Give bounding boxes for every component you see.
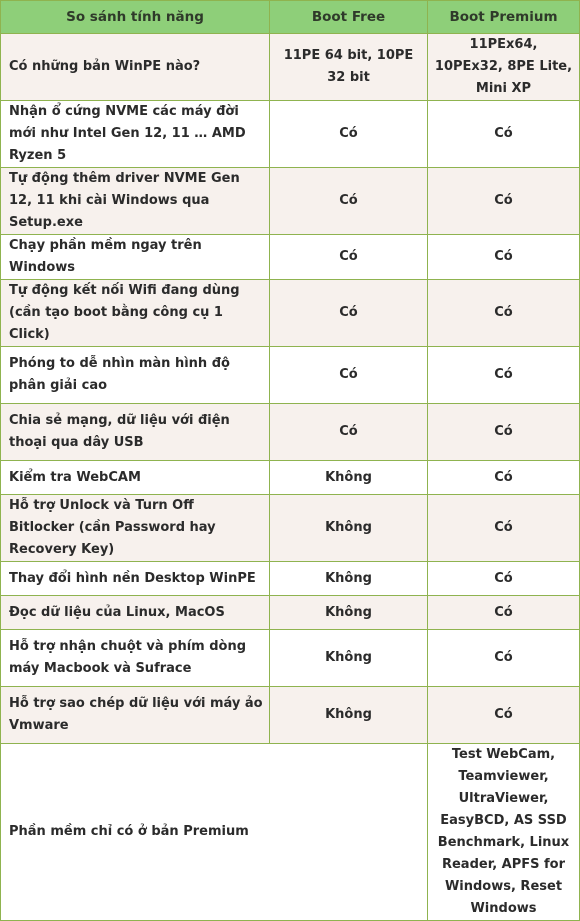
feature-cell: Tự động kết nối Wifi đang dùng (cần tạo boot bằng công cụ 1 Click)	[1, 280, 270, 347]
feature-cell: Chia sẻ mạng, dữ liệu với điện thoại qua dây USB	[1, 404, 270, 461]
boot-free-cell: Có	[270, 404, 428, 461]
feature-cell: Chạy phần mềm ngay trên Windows	[1, 235, 270, 280]
table-row	[1, 34, 580, 101]
boot-free-cell: Không	[270, 562, 428, 596]
table-row	[1, 687, 580, 744]
table-row	[1, 101, 580, 168]
table-row	[1, 495, 580, 562]
boot-premium-cell: Có	[428, 687, 580, 744]
feature-cell: Thay đổi hình nền Desktop WinPE	[1, 562, 270, 596]
feature-cell: Nhận ổ cứng NVME các máy đời mới như Intel Gen 12, 11 … AMD Ryzen 5	[1, 101, 270, 168]
boot-free-cell: Không	[270, 630, 428, 687]
header-boot-free: Boot Free	[270, 1, 428, 34]
table-row	[1, 347, 580, 404]
boot-premium-cell: Có	[428, 404, 580, 461]
header-boot-premium: Boot Premium	[428, 1, 580, 34]
boot-premium-cell: 11PEx64, 10PEx32, 8PE Lite, Mini XP	[428, 34, 580, 101]
boot-premium-cell: Có	[428, 280, 580, 347]
feature-cell: Tự động thêm driver NVME Gen 12, 11 khi cài Windows qua Setup.exe	[1, 168, 270, 235]
boot-premium-cell: Có	[428, 630, 580, 687]
table-row	[1, 280, 580, 347]
boot-free-cell: Không	[270, 461, 428, 495]
table-row	[1, 461, 580, 495]
table-row	[1, 404, 580, 461]
boot-premium-cell: Có	[428, 168, 580, 235]
boot-free-cell: Không	[270, 495, 428, 562]
boot-premium-cell: Có	[428, 495, 580, 562]
boot-free-cell: Không	[270, 687, 428, 744]
header-row	[1, 1, 580, 34]
feature-cell: Phần mềm chỉ có ở bản Premium	[1, 744, 428, 921]
header-feature: So sánh tính năng	[1, 1, 270, 34]
feature-cell: Hỗ trợ nhận chuột và phím dòng máy Macbook và Sufrace	[1, 630, 270, 687]
feature-cell: Phóng to dễ nhìn màn hình độ phân giải cao	[1, 347, 270, 404]
boot-premium-cell: Có	[428, 596, 580, 630]
boot-premium-cell: Có	[428, 347, 580, 404]
table-row	[1, 562, 580, 596]
boot-free-cell: Có	[270, 347, 428, 404]
table-row	[1, 630, 580, 687]
table-row	[1, 596, 580, 630]
boot-free-cell: Không	[270, 596, 428, 630]
feature-cell: Có những bản WinPE nào?	[1, 34, 270, 101]
boot-free-cell: Có	[270, 280, 428, 347]
boot-free-cell: 11PE 64 bit, 10PE 32 bit	[270, 34, 428, 101]
feature-cell: Kiểm tra WebCAM	[1, 461, 270, 495]
boot-free-cell: Có	[270, 168, 428, 235]
boot-premium-cell: Có	[428, 461, 580, 495]
boot-premium-cell: Test WebCam, Teamviewer, UltraViewer, EasyBCD, AS SSD Benchmark, Linux Reader, APFS for Windows, Reset Windows	[428, 744, 580, 921]
table-row	[1, 235, 580, 280]
table-row	[1, 168, 580, 235]
boot-premium-cell: Có	[428, 562, 580, 596]
boot-premium-cell: Có	[428, 101, 580, 168]
table-row	[1, 744, 580, 921]
feature-cell: Hỗ trợ sao chép dữ liệu với máy ảo Vmware	[1, 687, 270, 744]
boot-free-cell: Có	[270, 235, 428, 280]
boot-premium-cell: Có	[428, 235, 580, 280]
feature-cell: Hỗ trợ Unlock và Turn Off Bitlocker (cần Password hay Recovery Key)	[1, 495, 270, 562]
boot-free-cell: Có	[270, 101, 428, 168]
feature-cell: Đọc dữ liệu của Linux, MacOS	[1, 596, 270, 630]
